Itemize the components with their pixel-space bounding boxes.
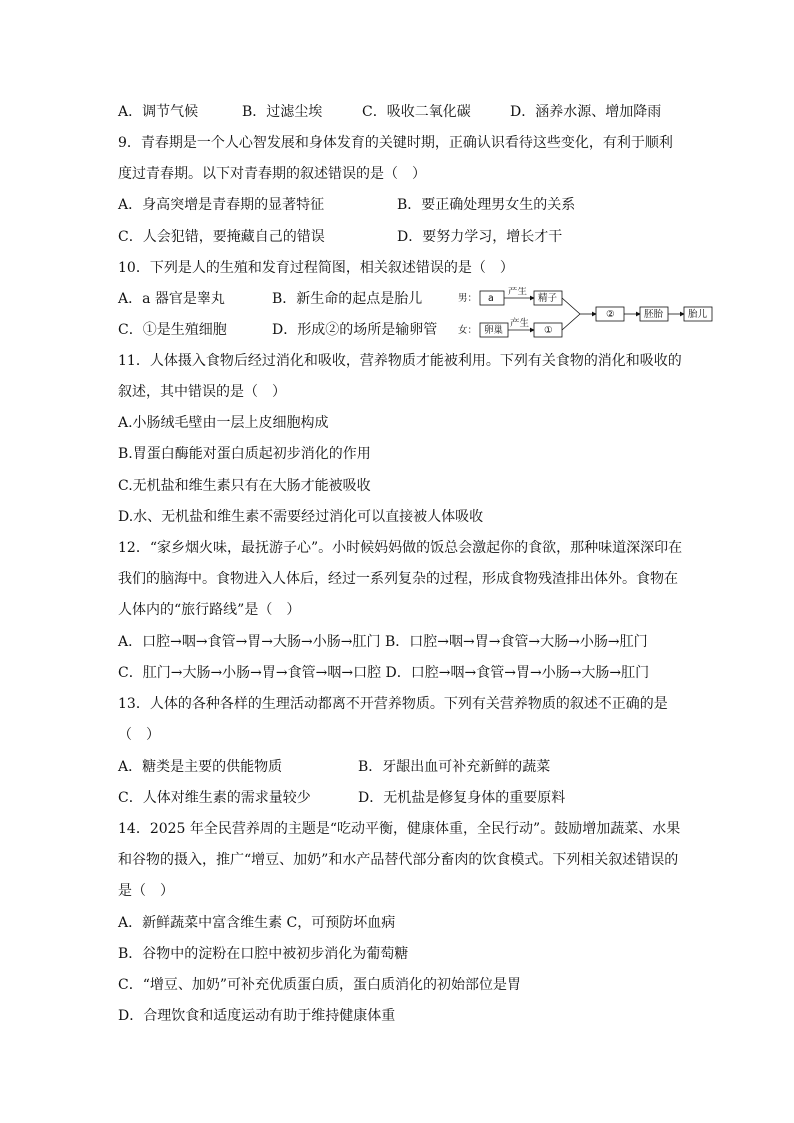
- q8-option-d: D．涵养水源、增加降雨: [510, 104, 662, 120]
- q14-stem-line-3: 是（ ）: [118, 883, 174, 899]
- q13-option-b: B．牙龈出血可补充新鲜的蔬菜: [358, 759, 551, 775]
- q14-option-a: A．新鲜蔬菜中富含维生素 C，可预防坏血病: [118, 915, 396, 931]
- q11-option-b: B.胃蛋白酶能对蛋白质起初步消化的作用: [118, 446, 371, 462]
- male-label: 男：: [458, 293, 478, 304]
- a-organ-label: a: [488, 293, 494, 304]
- sperm-label: 精子: [538, 293, 558, 304]
- q11-option-c: C.无机盐和维生素只有在大肠才能被吸收: [118, 478, 371, 494]
- q14-option-d: D．合理饮食和适度运动有助于维持健康体重: [118, 1008, 396, 1024]
- q12-stem-line-1: 12．“家乡烟火味，最抚游子心”。小时候妈妈做的饭总会激起你的食欲，那种味道深深印在: [118, 540, 683, 556]
- q12-options-cd: C．肛门→大肠→小肠→胃→食管→咽→口腔 D．口腔→咽→食管→胃→小肠→大肠→肛门: [118, 665, 650, 681]
- q9-stem-line-1: 9．青春期是一个人心智发展和身体发育的关键时期，正确认识看待这些变化，有利于顺利: [118, 135, 673, 151]
- q9-stem-line-2: 度过青春期。以下对青春期的叙述错误的是（ ）: [118, 166, 426, 182]
- q13-option-d: D．无机盐是修复身体的重要原料: [358, 790, 566, 806]
- q14-option-c: C．“增豆、加奶”可补充优质蛋白质，蛋白质消化的初始部位是胃: [118, 977, 522, 993]
- q11-option-a: A.小肠绒毛壁由一层上皮细胞构成: [118, 415, 329, 431]
- reproduction-flow-diagram: [458, 287, 728, 341]
- fetus-label: 胎儿: [688, 309, 708, 320]
- q10-stem: 10．下列是人的生殖和发育过程简图，相关叙述错误的是（ ）: [118, 260, 514, 276]
- q12-options-ab: A．口腔→咽→食管→胃→大肠→小肠→肛门 B．口腔→咽→胃→食管→大肠→小肠→肛门: [118, 634, 648, 650]
- cell2-label: ②: [606, 309, 615, 320]
- q13-stem-line-2: （ ）: [118, 727, 160, 743]
- q10-option-a: A．a 器官是睾丸: [118, 291, 225, 307]
- q10-option-d: D．形成②的场所是输卵管: [272, 322, 438, 338]
- q14-option-b: B．谷物中的淀粉在口腔中被初步消化为葡萄糖: [118, 946, 409, 962]
- q14-stem-line-2: 和谷物的摄入，推广“增豆、加奶”和水产品替代部分畜肉的饮食模式。下列相关叙述错误的: [118, 852, 679, 868]
- q9-option-b: B．要正确处理男女生的关系: [397, 197, 576, 213]
- q9-option-d: D．要努力学习，增长才干: [397, 229, 563, 245]
- q8-option-b: B．过滤尘埃: [242, 104, 323, 120]
- merge-line-top: [562, 298, 580, 314]
- q8-option-c: C．吸收二氧化碳: [362, 104, 471, 120]
- ovary-label: 卵巢: [484, 325, 504, 336]
- q11-stem-line-2: 叙述，其中错误的是（ ）: [118, 384, 286, 400]
- q11-option-d: D.水、无机盐和维生素不需要经过消化可以直接被人体吸收: [118, 509, 484, 525]
- q14-stem-line-1: 14．2025 年全民营养周的主题是“吃动平衡，健康体重，全民行动”。鼓励增加蔬菜、水果: [118, 821, 681, 837]
- q11-stem-line-1: 11．人体摄入食物后经过消化和吸收，营养物质才能被利用。下列有关食物的消化和吸收的: [118, 353, 682, 369]
- q10-option-b: B．新生命的起点是胎儿: [272, 291, 423, 307]
- q13-option-a: A．糖类是主要的供能物质: [118, 759, 283, 775]
- merge-line-bottom: [562, 314, 580, 330]
- q12-stem-line-2: 我们的脑海中。食物进入人体后，经过一系列复杂的过程，形成食物残渣排出体外。食物在: [118, 571, 678, 587]
- q10-option-c: C．①是生殖细胞: [118, 322, 227, 338]
- produce-label-female: 产生: [510, 318, 530, 329]
- female-label: 女：: [458, 325, 478, 336]
- produce-label-male: 产生: [508, 287, 528, 297]
- q8-option-a: A．调节气候: [118, 104, 199, 120]
- q12-stem-line-3: 人体内的“旅行路线”是（ ）: [118, 602, 301, 618]
- q9-option-c: C．人会犯错，要掩藏自己的错误: [118, 229, 325, 245]
- q9-option-a: A．身高突增是青春期的显著特征: [118, 197, 325, 213]
- cell1-label: ①: [544, 325, 553, 336]
- embryo-label: 胚胎: [644, 309, 664, 320]
- q13-stem-line-1: 13．人体的各种各样的生理活动都离不开营养物质。下列有关营养物质的叙述不正确的是: [118, 696, 668, 712]
- q13-option-c: C．人体对维生素的需求量较少: [118, 790, 311, 806]
